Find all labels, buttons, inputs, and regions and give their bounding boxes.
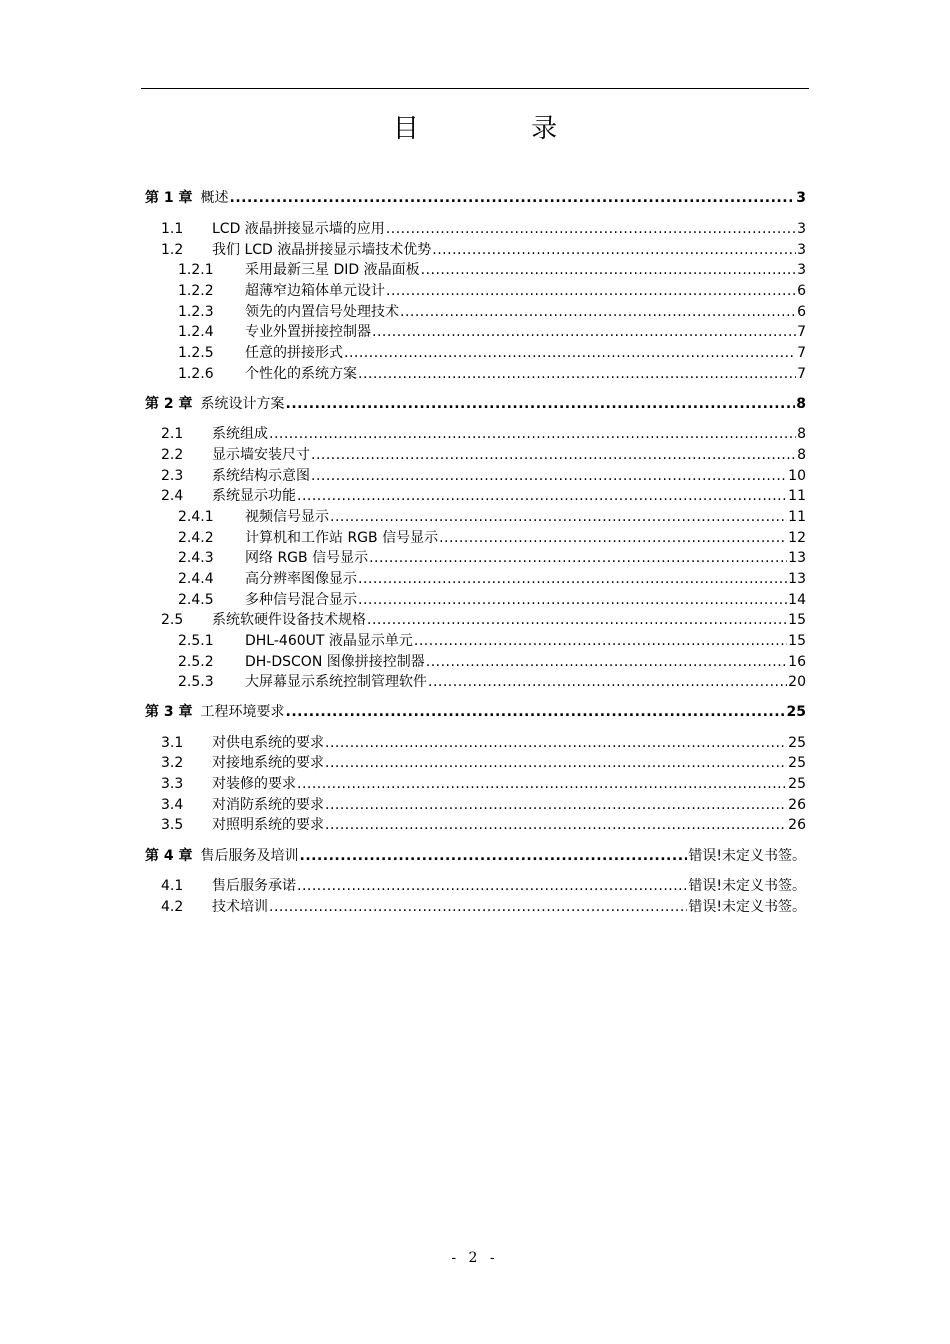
toc-number: 3.3 [161, 776, 184, 792]
toc-leader [269, 424, 796, 445]
toc-chapter-2[interactable] [145, 394, 806, 415]
toc-label: 高分辨率图像显示 [245, 571, 357, 587]
toc-page: 6 [797, 304, 806, 320]
toc-chapter-1[interactable] [145, 188, 806, 209]
page-number: - 2 - [451, 1250, 499, 1266]
toc-number: 2.3 [161, 468, 184, 484]
toc-label: 显示墙安装尺寸 [212, 447, 310, 463]
toc-page: 13 [788, 550, 806, 566]
toc-entry-2-2[interactable] [145, 445, 806, 466]
toc-leader [297, 774, 787, 795]
toc-entry-2-4-4[interactable] [145, 569, 806, 590]
toc-number: 4.1 [161, 878, 184, 894]
toc-label: 专业外置拼接控制器 [245, 324, 371, 340]
toc-entry-2-5[interactable] [145, 610, 806, 631]
toc-label: 个性化的系统方案 [245, 366, 357, 382]
toc-entry-2-5-1[interactable] [145, 631, 806, 652]
toc-label: 系统结构示意图 [212, 468, 310, 484]
toc-chapter-3[interactable] [145, 702, 806, 723]
toc-label: 对照明系统的要求 [212, 817, 324, 833]
toc-entry-1-2[interactable] [145, 240, 806, 261]
toc-number: 3.1 [161, 735, 184, 751]
toc-number: 2.4.2 [178, 530, 214, 546]
toc-page: 7 [797, 324, 806, 340]
toc-page: 6 [797, 283, 806, 299]
page-title: 目 录 [392, 114, 610, 144]
toc-leader [358, 364, 796, 385]
toc-page: 20 [788, 674, 806, 690]
toc-entry-3-1[interactable] [145, 733, 806, 754]
toc-leader [344, 343, 796, 364]
toc-number: 3.4 [161, 797, 184, 813]
toc-label: 系统组成 [212, 426, 268, 442]
toc-label: 视频信号显示 [245, 509, 329, 525]
toc-page: 3 [797, 262, 806, 278]
toc-page: 15 [788, 633, 806, 649]
toc-label: 任意的拼接形式 [245, 345, 343, 361]
toc-entry-3-2[interactable] [145, 753, 806, 774]
toc-label: 售后服务及培训 [200, 848, 299, 864]
toc-number: 2.5.3 [178, 674, 214, 690]
toc-entry-2-1[interactable] [145, 424, 806, 445]
toc-page: 15 [788, 612, 806, 628]
toc-label: 对供电系统的要求 [212, 735, 324, 751]
toc-entry-2-4-3[interactable] [145, 548, 806, 569]
toc-page: 3 [796, 190, 806, 206]
toc-label: 网络 RGB 信号显示 [245, 550, 369, 566]
toc-leader [414, 631, 787, 652]
toc-number: 2.5.1 [178, 633, 214, 649]
toc-label: 系统设计方案 [200, 396, 285, 412]
toc-entry-3-3[interactable] [145, 774, 806, 795]
toc-leader [286, 394, 796, 415]
toc-entry-2-5-3[interactable] [145, 672, 806, 693]
toc-entry-3-5[interactable] [145, 815, 806, 836]
toc-page: 12 [788, 530, 806, 546]
toc-leader [432, 240, 796, 261]
toc-page: 8 [797, 426, 806, 442]
toc-leader [325, 733, 787, 754]
toc-page: 3 [797, 221, 806, 237]
toc-number: 1.2 [161, 242, 184, 258]
toc-page: 3 [797, 242, 806, 258]
toc-leader [439, 528, 787, 549]
toc-label: DH-DSCON 图像拼接控制器 [245, 654, 425, 670]
toc-number: 2.1 [161, 426, 184, 442]
toc-page: 11 [788, 488, 806, 504]
toc-number: 3.2 [161, 755, 184, 771]
toc-label: 超薄窄边箱体单元设计 [245, 283, 385, 299]
toc-label: 计算机和工作站 RGB 信号显示 [245, 530, 439, 546]
toc-leader [286, 702, 786, 723]
toc-label: DHL-460UT 液晶显示单元 [245, 633, 413, 649]
toc-page: 11 [788, 509, 806, 525]
toc-label: 对接地系统的要求 [212, 755, 324, 771]
toc-number: 2.2 [161, 447, 184, 463]
toc-leader [325, 815, 787, 836]
toc-number: 1.2.4 [178, 324, 214, 340]
toc-page: 25 [786, 704, 806, 720]
toc-entry-1-2-1[interactable] [145, 260, 806, 281]
toc-label: 概述 [200, 190, 229, 206]
toc-leader [386, 219, 796, 240]
toc-leader [300, 846, 688, 867]
toc-leader [421, 260, 796, 281]
toc-number: 2.4.1 [178, 509, 214, 525]
toc-leader [369, 548, 787, 569]
toc-number: 1.2.5 [178, 345, 214, 361]
toc-number: 1.2.6 [178, 366, 214, 382]
toc-page: 26 [788, 817, 806, 833]
toc-entry-1-2-2[interactable] [145, 281, 806, 302]
toc-number: 2.4.4 [178, 571, 214, 587]
toc-entry-2-4-1[interactable] [145, 507, 806, 528]
toc-page: 10 [788, 468, 806, 484]
toc-page: 错误!未定义书签。 [688, 899, 806, 915]
toc-page: 错误!未定义书签。 [688, 878, 806, 894]
toc-page: 8 [797, 447, 806, 463]
toc-label: 我们 LCD 液晶拼接显示墙技术优势 [212, 242, 432, 258]
toc-label: 系统显示功能 [212, 488, 296, 504]
toc-label: 大屏幕显示系统控制管理软件 [245, 674, 427, 690]
toc-page: 7 [797, 366, 806, 382]
toc-page: 26 [788, 797, 806, 813]
toc-label: 多种信号混合显示 [245, 592, 357, 608]
toc-number: 1.2.1 [178, 262, 214, 278]
toc-page: 25 [788, 776, 806, 792]
toc-entry-1-2-3[interactable] [145, 302, 806, 323]
toc-entry-4-1[interactable] [145, 876, 806, 897]
toc-number: 2.5 [161, 612, 184, 628]
toc-entry-2-5-2[interactable] [145, 652, 806, 673]
toc-page: 13 [788, 571, 806, 587]
toc-leader [269, 897, 687, 918]
toc-chapter-4[interactable] [145, 846, 806, 867]
toc-entry-2-4[interactable] [145, 486, 806, 507]
toc-label: 采用最新三星 DID 液晶面板 [245, 262, 420, 278]
toc-label: 系统软硬件设备技术规格 [212, 612, 366, 628]
toc-entry-1-2-6[interactable] [145, 364, 806, 385]
toc-page: 8 [796, 396, 806, 412]
toc-leader [386, 281, 796, 302]
toc-number: 第 3 章 [145, 704, 193, 720]
toc-label: LCD 液晶拼接显示墙的应用 [212, 221, 385, 237]
toc-number: 2.4.5 [178, 592, 214, 608]
toc-leader [372, 322, 796, 343]
toc-number: 1.1 [161, 221, 184, 237]
toc-page: 25 [788, 755, 806, 771]
toc-leader [297, 486, 787, 507]
toc-label: 技术培训 [212, 899, 268, 915]
toc-number: 第 2 章 [145, 396, 193, 412]
toc-number: 第 1 章 [145, 190, 193, 206]
toc-label: 售后服务承诺 [212, 878, 296, 894]
toc-leader [358, 590, 787, 611]
toc-leader [358, 569, 787, 590]
toc-number: 2.5.2 [178, 654, 214, 670]
toc-number: 1.2.3 [178, 304, 214, 320]
toc-page: 7 [797, 345, 806, 361]
toc-leader [230, 188, 796, 209]
toc-leader [400, 302, 796, 323]
toc-label: 对消防系统的要求 [212, 797, 324, 813]
toc-number: 2.4.3 [178, 550, 214, 566]
toc-leader [330, 507, 787, 528]
toc-entry-2-4-5[interactable] [145, 590, 806, 611]
toc-number: 第 4 章 [145, 848, 193, 864]
toc-entry-1-1[interactable] [145, 219, 806, 240]
toc-page: 错误!未定义书签。 [688, 848, 806, 864]
toc-leader [426, 652, 787, 673]
toc-leader [311, 466, 787, 487]
toc-leader [311, 445, 796, 466]
toc-entry-2-4-2[interactable] [145, 528, 806, 549]
toc-leader [428, 672, 787, 693]
toc-number: 1.2.2 [178, 283, 214, 299]
toc-label: 领先的内置信号处理技术 [245, 304, 399, 320]
toc-number: 2.4 [161, 488, 184, 504]
toc-entry-1-2-5[interactable] [145, 343, 806, 364]
toc-number: 3.5 [161, 817, 184, 833]
toc-leader [325, 795, 787, 816]
toc-label: 对装修的要求 [212, 776, 296, 792]
toc-entry-1-2-4[interactable] [145, 322, 806, 343]
toc-page: 14 [788, 592, 806, 608]
toc-leader [325, 753, 787, 774]
toc-page: 16 [788, 654, 806, 670]
header-rule [141, 88, 809, 89]
toc-number: 4.2 [161, 899, 184, 915]
toc-entry-3-4[interactable] [145, 795, 806, 816]
toc-label: 工程环境要求 [200, 704, 285, 720]
toc-leader [297, 876, 687, 897]
toc-entry-2-3[interactable] [145, 466, 806, 487]
toc-entry-4-2[interactable] [145, 897, 806, 918]
toc-page: 25 [788, 735, 806, 751]
toc-leader [367, 610, 787, 631]
